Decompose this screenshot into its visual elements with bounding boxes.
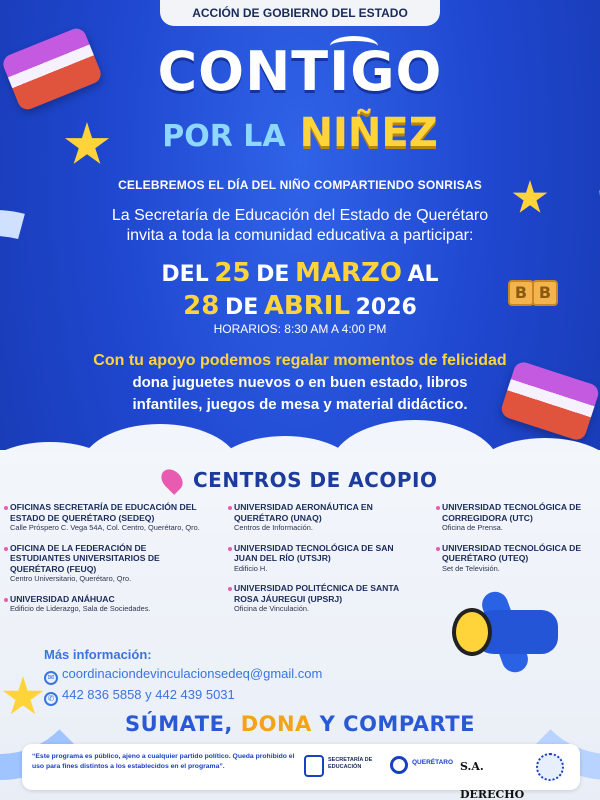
invitation-line: La Secretaría de Educación del Estado de Querétaro bbox=[111, 207, 489, 224]
center-detail: Centro Universitario, Querétaro, Qro. bbox=[10, 574, 132, 583]
location-pin-icon bbox=[157, 465, 187, 495]
date-month: ABRIL bbox=[263, 291, 351, 321]
queretaro-logo-icon bbox=[390, 756, 408, 774]
collection-center bbox=[436, 543, 600, 574]
collection-center bbox=[4, 543, 204, 584]
collection-centers-column bbox=[4, 502, 204, 624]
legal-disclaimer: “Este programa es público, ajeno a cualquier partido político. Queda prohibido el uso para fines distintos a los establecidos en el programa”. bbox=[32, 753, 295, 770]
sedeq-logo-icon bbox=[304, 755, 324, 777]
center-name: UNIVERSIDAD POLITÉCNICA DE SANTA ROSA JÁUREGUI (UPSRJ) bbox=[234, 583, 399, 604]
campaign-subtitle bbox=[0, 110, 600, 156]
slogan-part: SÚMATE, bbox=[125, 712, 233, 736]
invitation-line: invita a toda la comunidad educativa a participar: bbox=[126, 227, 474, 244]
center-name: OFICINAS SECRETARÍA DE EDUCACIÓN DEL ESTADO DE QUERÉTARO (SEDEQ) bbox=[10, 502, 197, 523]
subtitle-por-la: POR LA bbox=[162, 119, 286, 154]
campaign-slogan bbox=[0, 712, 600, 736]
center-name: UNIVERSIDAD TECNOLÓGICA DE QUERÉTARO (UTEQ) bbox=[442, 542, 582, 563]
collection-centers-column bbox=[436, 502, 600, 583]
date-word: AL bbox=[407, 262, 439, 287]
airplane-illustration bbox=[442, 582, 572, 682]
center-detail: Set de Televisión. bbox=[442, 563, 500, 573]
slogan-part: Y COMPARTE bbox=[319, 712, 475, 736]
more-info-label: Más información: bbox=[44, 647, 152, 662]
center-detail: Edificio de Liderazgo, Sala de Sociedades. bbox=[10, 604, 151, 613]
sedeq-logo: SECRETARÍA DE EDUCACIÓN bbox=[304, 753, 380, 781]
center-name: UNIVERSIDAD AERONÁUTICA EN QUERÉTARO (UNAQ) bbox=[234, 502, 373, 523]
phone-row[interactable] bbox=[44, 685, 404, 706]
collection-center bbox=[436, 502, 600, 533]
center-name: UNIVERSIDAD TECNOLÓGICA DE CORREGIDORA (UTC) bbox=[442, 502, 582, 523]
date-year: 2026 bbox=[355, 295, 417, 320]
collection-center bbox=[4, 594, 204, 614]
center-name: UNIVERSIDAD TECNOLÓGICA DE SAN JUAN DEL RÍO (UTSJR) bbox=[234, 542, 394, 563]
email-row[interactable] bbox=[44, 664, 404, 685]
date-word: DE bbox=[224, 295, 259, 320]
schedule-hours: HORARIOS: 8:30 AM A 4:00 PM bbox=[213, 322, 387, 336]
collection-centers-title: CENTROS DE ACOPIO bbox=[192, 468, 438, 492]
invitation-text bbox=[60, 206, 540, 246]
center-detail: Calle Próspero C. Vega 54A, Col. Centro, Querétaro, Qro. bbox=[10, 523, 200, 532]
email-link[interactable]: coordinaciondevinculacionsedeq@gmail.com bbox=[62, 666, 323, 681]
campaign-title: CONTIGO bbox=[157, 40, 443, 103]
toy-block: B bbox=[508, 280, 534, 306]
sa-derecho-logo: S.A. DERECHO bbox=[460, 760, 525, 800]
collection-center bbox=[228, 583, 408, 614]
call-line: infantiles, juegos de mesa y material didáctico. bbox=[132, 396, 468, 413]
date-word: DE bbox=[256, 262, 290, 287]
call-line: dona juguetes nuevos o en buen estado, libros bbox=[132, 374, 468, 391]
collection-centers-heading bbox=[0, 468, 600, 492]
email-icon: ✉ bbox=[44, 671, 58, 685]
center-detail: Oficina de Vinculación. bbox=[234, 604, 310, 613]
center-name: UNIVERSIDAD ANÁHUAC bbox=[10, 593, 115, 604]
date-word: DEL bbox=[161, 262, 209, 287]
center-detail: Oficina de Prensa. bbox=[442, 523, 503, 532]
campaign-tagline: CELEBREMOS EL DÍA DEL NIÑO COMPARTIENDO SONRISAS bbox=[118, 178, 482, 192]
call-highlight: Con tu apoyo podemos regalar momentos de felicidad bbox=[93, 352, 507, 369]
subtitle-ninez: NIÑEZ bbox=[299, 110, 438, 156]
center-detail: Edificio H. bbox=[234, 563, 268, 573]
center-detail: Centros de Información. bbox=[234, 523, 313, 532]
date-day: 25 bbox=[214, 258, 251, 288]
collection-center bbox=[228, 543, 408, 574]
footer-bar bbox=[22, 744, 580, 800]
collection-centers-column bbox=[228, 502, 408, 624]
event-dates bbox=[0, 258, 600, 324]
whatsapp-icon: ✆ bbox=[44, 692, 58, 706]
center-name: OFICINA DE LA FEDERACIÓN DE ESTUDIANTES UNIVERSITARIOS DE QUERÉTARO (FEUQ) bbox=[10, 542, 160, 574]
government-action-badge: ACCIÓN DE GOBIERNO DEL ESTADO bbox=[160, 0, 440, 26]
contact-info bbox=[44, 647, 404, 706]
slogan-part: DONA bbox=[240, 712, 312, 736]
collection-center bbox=[4, 502, 204, 533]
university-seal-logo bbox=[536, 753, 566, 781]
toy-block: B bbox=[532, 280, 558, 306]
title-arc-decoration bbox=[330, 36, 378, 56]
collection-center bbox=[228, 502, 408, 533]
date-day: 28 bbox=[183, 291, 220, 321]
phone-numbers[interactable]: 442 836 5858 y 442 439 5031 bbox=[62, 687, 235, 702]
queretaro-logo: QUERÉTARO bbox=[390, 753, 450, 781]
date-month: MARZO bbox=[294, 258, 402, 288]
